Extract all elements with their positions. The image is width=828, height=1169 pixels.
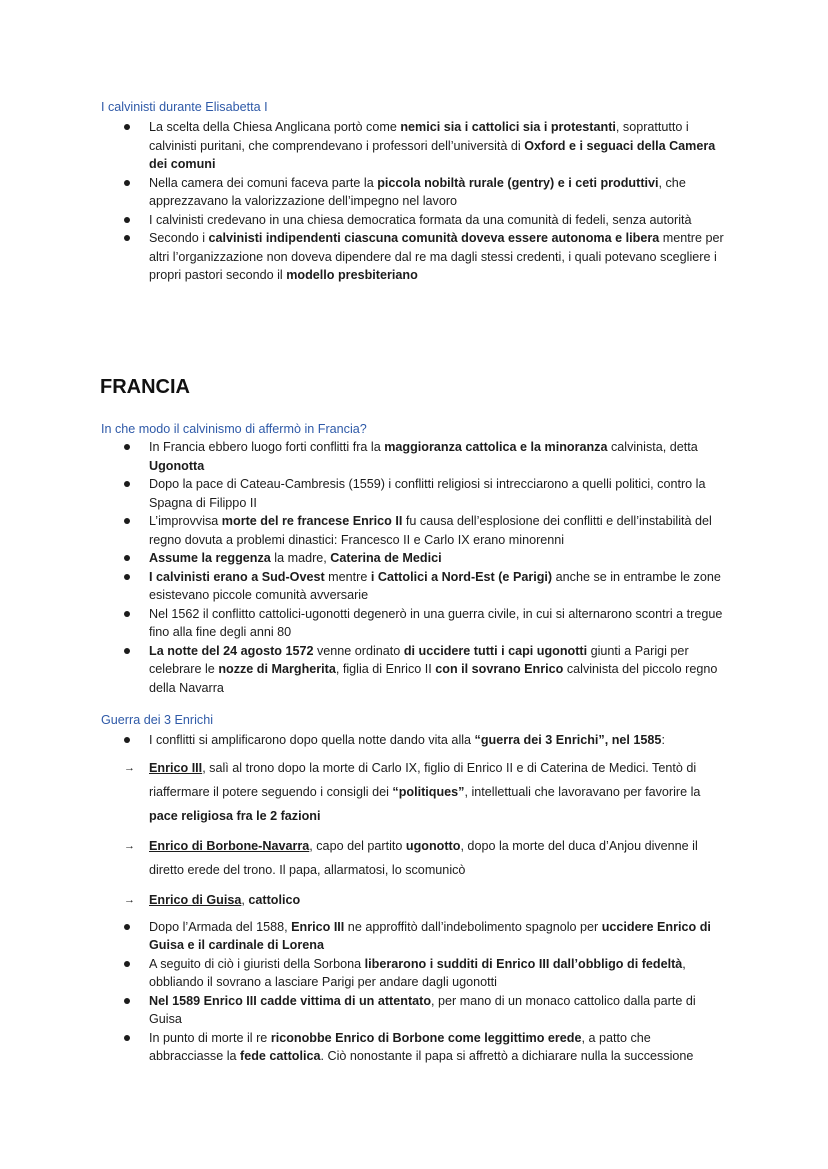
bullet-dot-icon (124, 444, 130, 450)
bullet-dot-icon (124, 481, 130, 487)
list-item (0, 229, 828, 285)
list-item (0, 756, 828, 828)
list-item (0, 174, 828, 211)
text-run: nozze di Margherita (218, 662, 336, 676)
text-run: , che apprezzavano la valorizzazione dell’impegno nel lavoro (149, 175, 686, 208)
text-run: ugonotto (405, 838, 461, 853)
bullet-list-francia (0, 438, 828, 697)
text-run: . Ciò nonostante il papa si affrettò a dichiarare nulla la successione (320, 1049, 694, 1063)
text-run: , (241, 892, 249, 907)
arrow-right-icon: → (124, 839, 135, 852)
text-run: I calvinisti credevano in una chiesa democratica formata da una comunità di fedeli, senza autorità (149, 212, 692, 227)
text-run: modello presbiteriano (286, 268, 418, 282)
text-run: calvinista, detta (607, 440, 698, 454)
text-run: ne approffitò dall’indebolimento spagnolo per (344, 919, 602, 934)
text-run: Caterina de Medici (330, 551, 442, 565)
arrow-right-icon: → (124, 761, 135, 774)
list-item (0, 834, 828, 882)
section-heading-enrichi: Guerra dei 3 Enrichi (101, 713, 213, 727)
text-run: , per mano di un monaco cattolico dalla parte di Guisa (149, 993, 696, 1026)
text-run: La notte del 24 agosto 1572 (149, 643, 314, 658)
text-run: “guerra dei 3 Enrichi”, nel 1585 (474, 733, 662, 747)
text-run: Nella camera dei comuni faceva parte la (149, 175, 378, 190)
text-run: , capo del partito (309, 838, 406, 853)
text-run: Secondo i (149, 231, 209, 245)
text-run: morte del re francese Enrico II (221, 514, 403, 528)
text-run: Enrico di Guisa (149, 892, 242, 907)
text-run: i Cattolici a Nord-Est (e Parigi) (370, 569, 553, 584)
text-run: fede cattolica (240, 1049, 321, 1063)
list-item (0, 568, 828, 605)
bullet-dot-icon (124, 555, 130, 561)
bullet-dot-icon (124, 1035, 130, 1041)
text-run: , a patto che abbracciasse la (149, 1030, 651, 1063)
list-item (0, 438, 828, 475)
text-run: liberarono i sudditi di Enrico III dall’obbligo di fedeltà (364, 956, 683, 971)
text-run: In Francia ebbero luogo forti conflitti fra la (149, 440, 385, 454)
text-run: I calvinisti erano a Sud-Ovest (149, 569, 325, 584)
text-run: Assume la reggenza (149, 551, 271, 565)
text-run: maggioranza cattolica e la minoranza (384, 440, 608, 454)
text-run: Nel 1562 il conflitto cattolici-ugonotti degenerò in una guerra civile, in cui si alternarono scontri a tregue fino alla fine degli anni 80 (149, 606, 723, 639)
bullet-list-enrichi (0, 731, 828, 1066)
bullet-dot-icon (124, 737, 130, 743)
text-run: riconobbe Enrico di Borbone come leggittimo erede (270, 1030, 582, 1045)
list-item (0, 211, 828, 230)
arrow-right-icon: → (124, 893, 135, 906)
text-run: piccola nobiltà rurale (gentry) e i ceti produttivi (377, 175, 659, 190)
text-run: la madre, (270, 551, 331, 565)
text-run: Dopo la pace di Cateau-Cambresis (1559) i conflitti religiosi si intrecciarono a quelli politici, contro la Spagna di Filippo II (149, 477, 706, 510)
bullet-dot-icon (124, 235, 130, 241)
bullet-dot-icon (124, 217, 130, 223)
bullet-list-calvinisti (0, 118, 828, 285)
text-run: I conflitti si amplificarono dopo quella notte dando vita alla (149, 733, 475, 747)
text-run: , soprattutto i calvinisti puritani, che comprendevano i professori dell’università di (149, 120, 689, 153)
text-run: , figlia di Enrico II (335, 662, 436, 676)
text-run: , obbliando il sovrano a lasciare Parigi per andare dagli ugonotti (149, 956, 686, 989)
text-run: , intellettuali che lavoravano per favorire la (464, 784, 701, 799)
section-heading-calvinisti: I calvinisti durante Elisabetta I (101, 100, 268, 114)
bullet-dot-icon (124, 961, 130, 967)
list-item (0, 1029, 828, 1066)
text-run: In punto di morte il re (149, 1030, 271, 1045)
text-run: La scelta della Chiesa Anglicana portò come (149, 120, 401, 134)
list-item (0, 955, 828, 992)
text-run: Ugonotta (149, 458, 205, 473)
bullet-dot-icon (124, 124, 130, 130)
text-run: L’improvvisa (149, 514, 222, 528)
list-item (0, 731, 828, 750)
text-run: mentre (324, 569, 371, 584)
list-item (0, 918, 828, 955)
list-item (0, 888, 828, 912)
list-item (0, 475, 828, 512)
text-run: Oxford e i seguaci della Camera dei comuni (149, 138, 716, 171)
text-run: Enrico III (149, 760, 203, 775)
text-run: giunti a Parigi per celebrare le (149, 643, 689, 676)
bullet-dot-icon (124, 998, 130, 1004)
list-item (0, 549, 828, 568)
text-run: con il sovrano Enrico (435, 662, 564, 676)
text-run: pace religiosa fra le 2 fazioni (149, 808, 321, 823)
list-item (0, 512, 828, 549)
text-run: fu causa dell’esplosione dei conflitti e dell’instabilità del regno dovuta a problemi dinastici: Francesco II e Carlo IX erano minorenni (149, 514, 712, 547)
text-run: Dopo l’Armada del 1588, (149, 919, 292, 934)
text-run: calvinista del piccolo regno della Navarra (149, 662, 718, 695)
text-run: uccidere Enrico di Guisa e il cardinale di Lorena (149, 919, 711, 952)
bullet-dot-icon (124, 574, 130, 580)
list-item (0, 605, 828, 642)
text-run: cattolico (248, 892, 301, 907)
bullet-dot-icon (124, 611, 130, 617)
text-run: A seguito di ciò i giuristi della Sorbona (149, 956, 365, 971)
list-item (0, 992, 828, 1029)
text-run: nemici sia i cattolici sia i protestanti (400, 120, 616, 134)
text-run: venne ordinato (313, 643, 404, 658)
section-heading-francia: In che modo il calvinismo di affermò in Francia? (101, 422, 367, 436)
text-run: di uccidere tutti i capi ugonotti (403, 643, 588, 658)
text-run: calvinisti indipendenti ciascuna comunità doveva essere autonoma e libera (208, 231, 660, 245)
list-item (0, 642, 828, 698)
text-run: , dopo la morte del duca d’Anjou divenne il diretto erede del trono. Il papa, allarmatosi, lo scomunicò (149, 838, 698, 877)
text-run: mentre per altri l’organizzazione non doveva dipendere dal re ma dagli stessi credenti, i quali potevano scegliere i propri pastori secondo il (149, 231, 724, 282)
text-run: “politiques” (392, 784, 465, 799)
list-item (0, 118, 828, 174)
bullet-dot-icon (124, 648, 130, 654)
bullet-dot-icon (124, 518, 130, 524)
text-run: : (661, 733, 665, 747)
text-run: Nel 1589 Enrico III cadde vittima di un attentato (149, 993, 432, 1008)
text-run: anche se in entrambe le zone esistevano piccole comunità avversarie (149, 569, 721, 602)
text-run: Enrico III (291, 919, 345, 934)
text-run: Enrico di Borbone-Navarra (149, 838, 310, 853)
bullet-dot-icon (124, 924, 130, 930)
bullet-dot-icon (124, 180, 130, 186)
text-run: , salì al trono dopo la morte di Carlo IX, figlio di Enrico II e di Caterina de Medici. Tentò di riaffermare il potere seguendo i consigli dei (149, 760, 697, 799)
page-title: FRANCIA (100, 376, 190, 398)
